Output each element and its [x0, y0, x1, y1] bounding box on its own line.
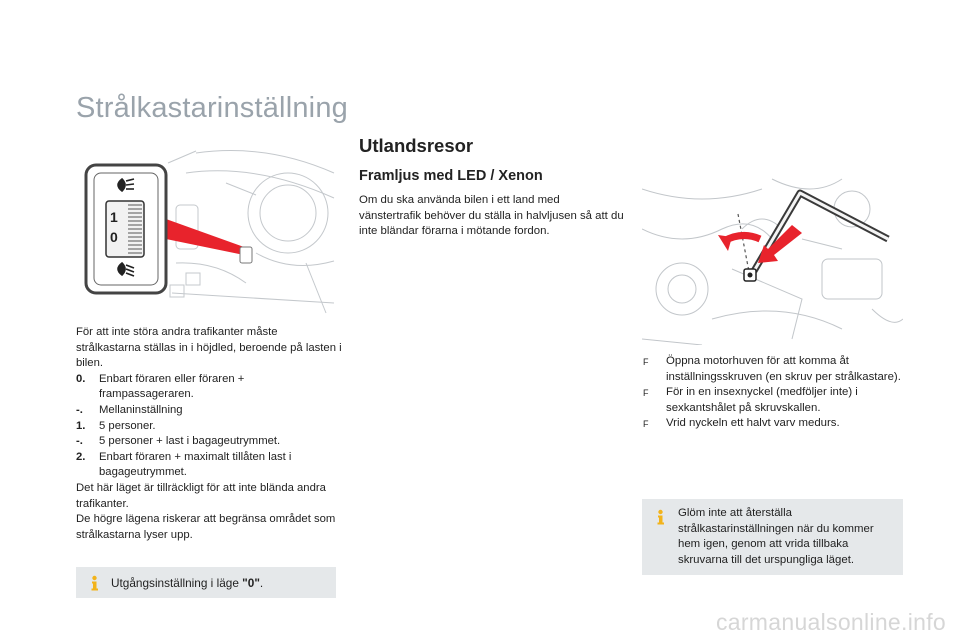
intro-paragraph: För att inte störa andra trafikanter måste strålkastarna ställas in i höjdled, beroende på lasten i bilen.	[76, 326, 342, 370]
outro-paragraph-2: De högre lägena riskerar att begränsa området som strålkastarna lyser upp.	[76, 513, 336, 541]
list-item: F För in en insexnyckel (medföljer inte) i sexkantshålet på skruvskallen.	[643, 386, 858, 414]
page-title: Strålkastarinställning	[76, 92, 348, 124]
engine-bay-adjustment-illustration	[642, 169, 903, 345]
switch-label-zero: 0	[110, 229, 118, 245]
list-item: F Öppna motorhuven för att komma åt inställningsskruven (en skruv per strålkastare).	[643, 355, 901, 383]
intro-paragraph-right: Om du ska använda bilen i ett land med vänstertrafik behöver du ställa in halvljusen så att du inte bländar förarna i mötande fordon.	[359, 194, 624, 238]
info-box-initial-setting	[76, 567, 336, 598]
position-item: -. Mellaninställning	[76, 403, 183, 416]
info-icon	[654, 509, 667, 525]
position-item: 2. Enbart föraren + maximalt tillåten last i bagageutrymmet.	[76, 450, 292, 479]
section-title: Utlandsresor	[359, 135, 474, 156]
switch-label-one: 1	[110, 209, 118, 225]
watermark: carmanualsonline.info	[715, 609, 946, 635]
step-list	[643, 354, 903, 433]
list-item: F Vrid nyckeln ett halvt varv medurs.	[643, 417, 840, 430]
info-text: Utgångsinställning i läge "0".	[111, 575, 264, 590]
left-column-text	[76, 325, 342, 543]
position-item: 0. Enbart föraren eller föraren + frampassageraren.	[76, 372, 245, 401]
subsection-title: Framljus med LED / Xenon	[359, 168, 543, 184]
info-icon	[88, 575, 101, 591]
info-box-reset-reminder	[642, 499, 903, 575]
position-item: 1. 5 personer.	[76, 419, 156, 432]
headlamp-adjuster-illustration	[76, 143, 336, 315]
outro-paragraph: Det här läget är tillräckligt för att inte blända andra trafikanter.	[76, 481, 326, 510]
position-item: -. 5 personer + last i bagageutrymmet.	[76, 435, 281, 448]
info-text: Glöm inte att återställa strålkastarinställningen när du kommer hem igen, genom att vrida tillbaka skruvarna till det urspungliga läget.	[678, 507, 874, 566]
